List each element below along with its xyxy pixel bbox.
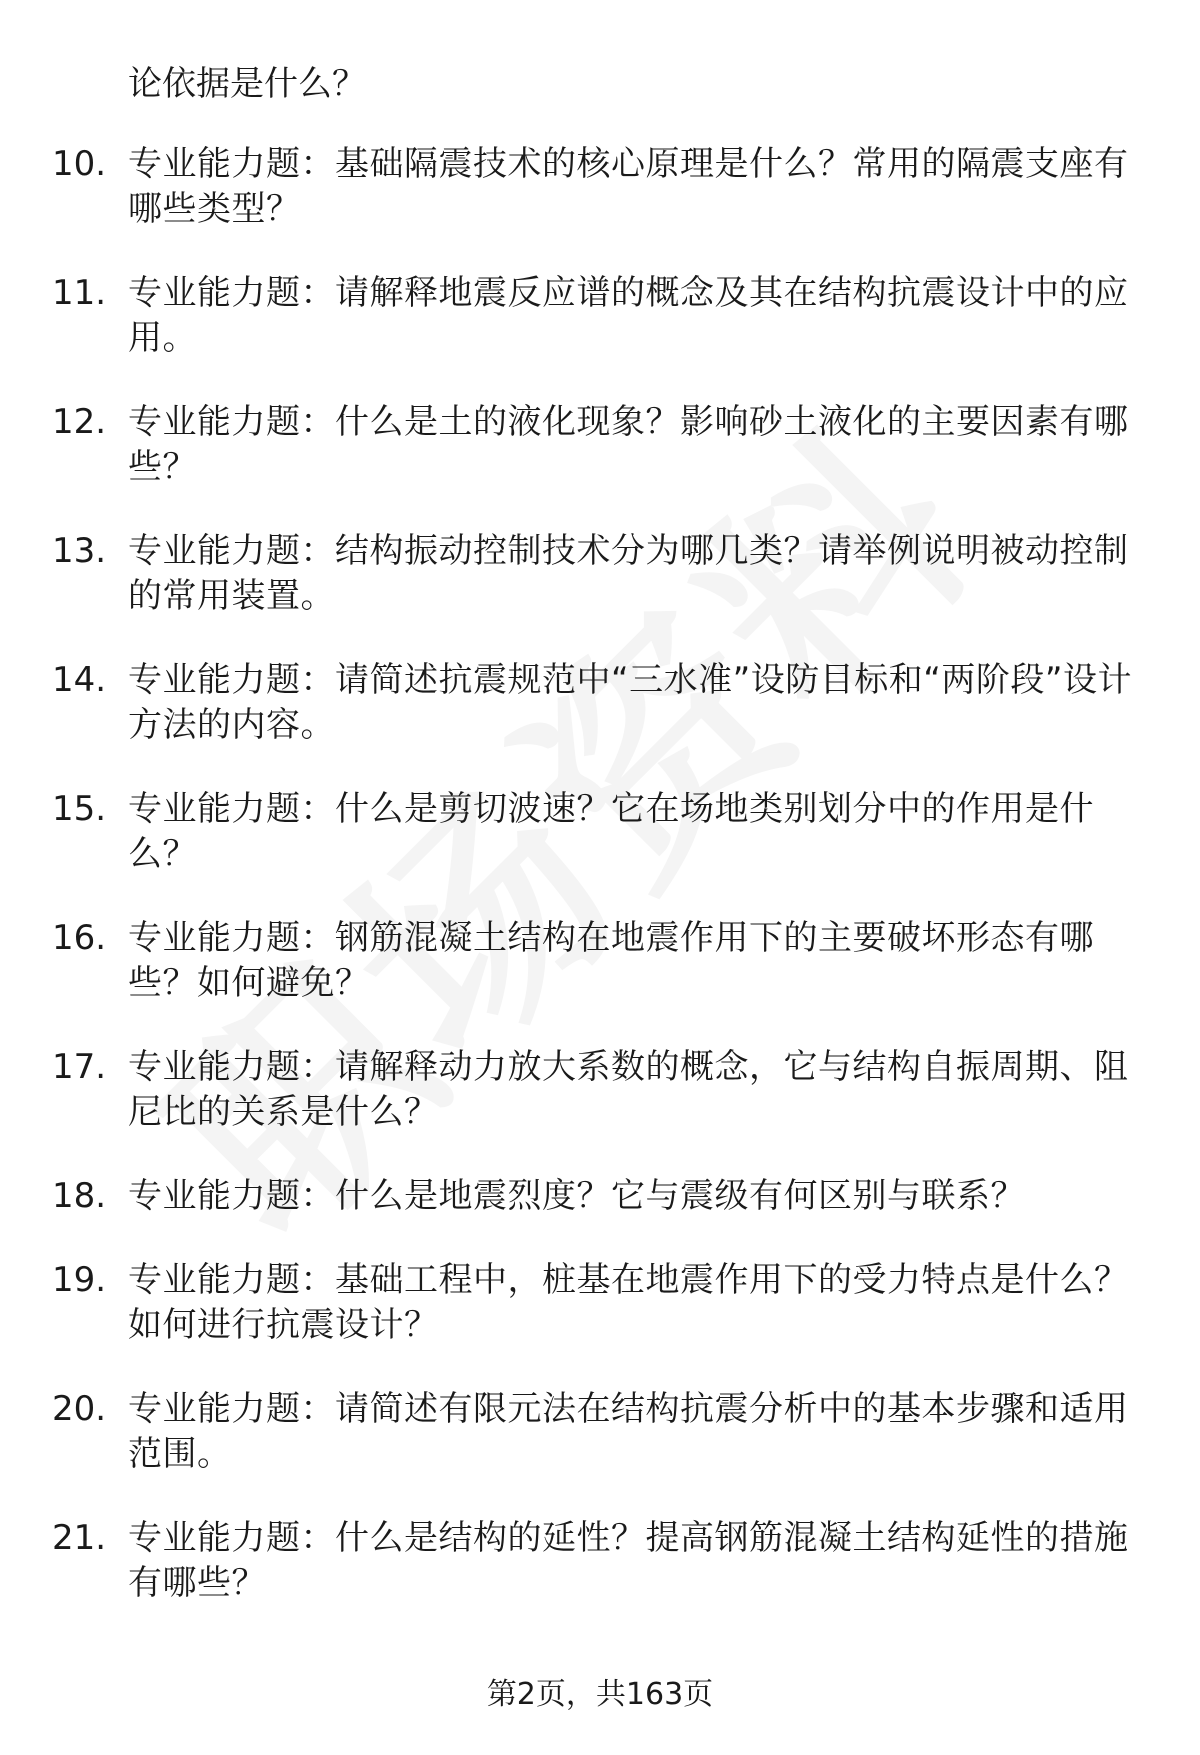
question-number: 21. (52, 1518, 107, 1558)
question-item (0, 1174, 1200, 1219)
question-text: 专业能力题：什么是土的液化现象？影响砂土液化的主要因素有哪些？ (128, 402, 1129, 487)
question-number: 16. (52, 918, 107, 958)
question-item (0, 142, 1200, 232)
question-item (0, 1387, 1200, 1477)
question-text: 专业能力题：请解释动力放大系数的概念，它与结构自振周期、阻尼比的关系是什么？ (128, 1047, 1129, 1132)
question-number: 17. (52, 1047, 107, 1087)
question-number: 19. (52, 1260, 107, 1300)
question-text: 专业能力题：什么是剪切波速？它在场地类别划分中的作用是什么？ (128, 789, 1094, 874)
question-item (0, 271, 1200, 361)
question-item (0, 787, 1200, 877)
question-item (0, 1045, 1200, 1135)
question-number: 14. (52, 660, 107, 700)
question-continuation: 论依据是什么？ (128, 64, 366, 104)
question-item (0, 916, 1200, 1006)
question-number: 12. (52, 402, 107, 442)
question-text: 专业能力题：结构振动控制技术分为哪几类？请举例说明被动控制的常用装置。 (128, 531, 1129, 616)
question-text: 专业能力题：什么是地震烈度？它与震级有何区别与联系？ (128, 1176, 1025, 1216)
question-number: 20. (52, 1389, 107, 1429)
question-number: 11. (52, 273, 107, 313)
question-item (0, 400, 1200, 490)
question-item (0, 1516, 1200, 1606)
question-text: 专业能力题：请解释地震反应谱的概念及其在结构抗震设计中的应用。 (128, 273, 1129, 358)
question-text: 专业能力题：请简述抗震规范中“三水准”设防目标和“两阶段”设计方法的内容。 (128, 660, 1132, 745)
question-text: 专业能力题：请简述有限元法在结构抗震分析中的基本步骤和适用范围。 (128, 1389, 1129, 1474)
question-item (0, 1258, 1200, 1348)
question-item (0, 529, 1200, 619)
question-number: 15. (52, 789, 107, 829)
question-text: 专业能力题：基础隔震技术的核心原理是什么？常用的隔震支座有哪些类型？ (128, 144, 1129, 229)
question-text: 专业能力题：钢筋混凝土结构在地震作用下的主要破坏形态有哪些？如何避免？ (128, 918, 1094, 1003)
question-number: 13. (52, 531, 107, 571)
question-text: 专业能力题：基础工程中，桩基在地震作用下的受力特点是什么？如何进行抗震设计？ (128, 1260, 1129, 1345)
question-text: 专业能力题：什么是结构的延性？提高钢筋混凝土结构延性的措施有哪些？ (128, 1518, 1129, 1603)
question-item (0, 658, 1200, 748)
page-footer: 第2页，共163页 (486, 1677, 714, 1712)
question-list (0, 142, 1200, 1645)
question-number: 18. (52, 1176, 107, 1216)
question-number: 10. (52, 144, 107, 184)
